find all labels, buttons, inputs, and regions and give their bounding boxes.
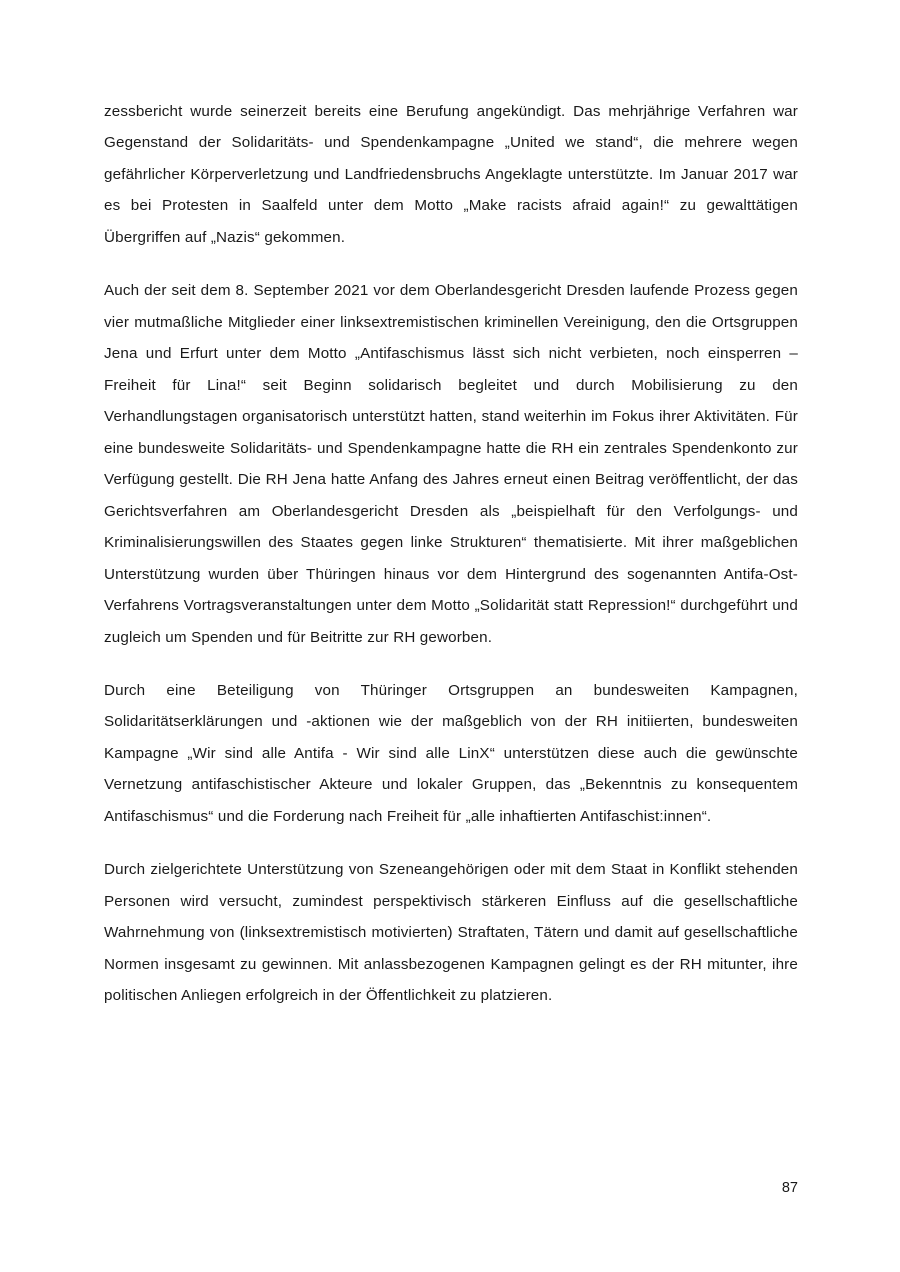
paragraph: Auch der seit dem 8. September 2021 vor dem Oberlandesgericht Dresden laufende Prozess gegen vier mutmaßliche Mitglieder einer linksextremistischen kriminellen Vereinigung, den die Ortsgruppen Jena und Erfurt unter dem Motto „Antifaschismus lässt sich nicht verbieten, noch einsperren – Freiheit für Lina!“ seit Beginn solidarisch begleitet und durch Mobilisierung zu den Verhandlungstagen organisatorisch unterstützt hatten, stand weiterhin im Fokus ihrer Aktivitäten. Für eine bundesweite Solidaritäts- und Spendenkampagne hatte die RH ein zentrales Spendenkonto zur Verfügung gestellt. Die RH Jena hatte Anfang des Jahres erneut einen Beitrag veröffentlicht, der das Gerichtsverfahren am Oberlandesgericht Dresden als „beispielhaft für den Verfolgungs- und Kriminalisierungswillen des Staates gegen linke Strukturen“ thematisierte. Mit ihrer maßgeblichen Unterstützung wurden über Thüringen hinaus vor dem Hintergrund des sogenannten Antifa-Ost-Verfahrens Vortragsveranstaltungen unter dem Motto „Solidarität statt Repression!“ durchgeführt und zugleich um Spenden und für Beitritte zur RH geworben. (104, 282, 798, 646)
paragraph: Durch zielgerichtete Unterstützung von Szeneangehörigen oder mit dem Staat in Konflikt stehenden Personen wird versucht, zumindest perspektivisch stärkeren Einfluss auf die gesellschaftliche Wahrnehmung von (linksextremistisch motivierten) Straftaten, Tätern und damit auf gesellschaftliche Normen insgesamt zu gewinnen. Mit anlassbezogenen Kampagnen gelingt es der RH mitunter, ihre politischen Anliegen erfolgreich in der Öffentlichkeit zu platzieren. (104, 861, 798, 1005)
page-number: 87 (781, 1180, 798, 1196)
paragraph: zessbericht wurde seinerzeit bereits eine Berufung angekündigt. Das mehrjährige Verfahren war Gegenstand der Solidaritäts- und Spendenkampagne „United we stand“, die mehrere wegen gefährlicher Körperverletzung und Landfriedensbruchs Angeklagte unterstützte. Im Januar 2017 war es bei Protesten in Saalfeld unter dem Motto „Make racists afraid again!“ zu gewalttätigen Übergriffen auf „Nazis“ gekommen. (104, 103, 798, 246)
paragraph: Durch eine Beteiligung von Thüringer Ortsgruppen an bundesweiten Kampagnen, Solidaritätserklärungen und -aktionen wie der maßgeblich von der RH initiierten, bundesweiten Kampagne „Wir sind alle Antifa - Wir sind alle LinX“ unterstützen diese auch die gewünschte Vernetzung antifaschistischer Akteure und lokaler Gruppen, das „Bekenntnis zu konsequentem Antifaschismus“ und die Forderung nach Freiheit für „alle inhaftierten Antifaschist:innen“. (104, 681, 798, 825)
page-body (104, 96, 798, 1012)
